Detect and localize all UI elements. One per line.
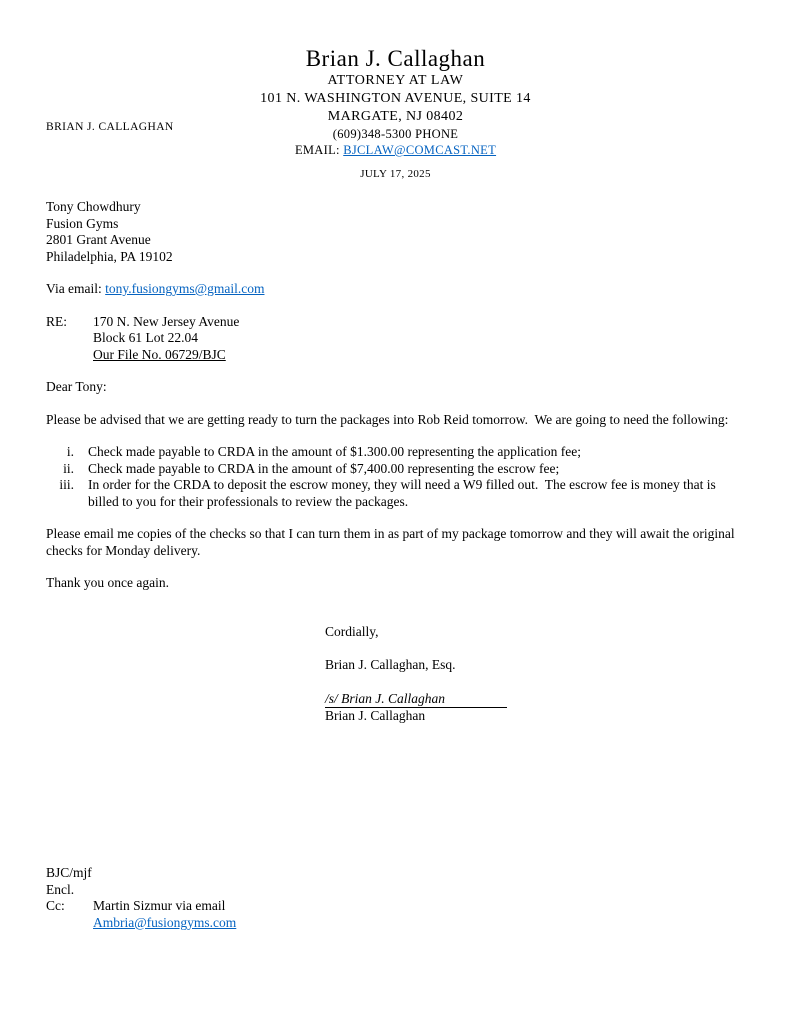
salutation: Dear Tony: bbox=[46, 379, 107, 394]
footer-enclosure: Encl. bbox=[46, 881, 75, 897]
letterhead-phone: (609)348-5300 PHONE bbox=[332, 127, 459, 141]
letterhead-name: Brian J. Callaghan bbox=[305, 46, 486, 71]
signature-gap bbox=[325, 640, 745, 657]
letterhead-address-line2: MARGATE, NJ 08402 bbox=[327, 109, 464, 124]
list-item-text: Check made payable to CRDA in the amount of $1.300.00 representing the application fee; bbox=[88, 444, 581, 459]
list-item-number: ii. bbox=[63, 460, 74, 476]
paragraph-2: Please email me copies of the checks so that I can turn them in as part of my package tomorrow and they will await the original checks for Monday delivery. bbox=[46, 526, 739, 558]
list-item-text: In order for the CRDA to deposit the escrow money, they will need a W9 filled out. The escrow fee is money that is billed to you for their professionals to review the packages. bbox=[88, 477, 720, 509]
letterhead-attorney-name-left: BRIAN J. CALLAGHAN bbox=[46, 121, 174, 133]
letterhead-email-link[interactable]: BJCLAW@COMCAST.NET bbox=[343, 143, 497, 157]
list-item-text: Check made payable to CRDA in the amount of $7,400.00 representing the escrow fee; bbox=[88, 460, 560, 476]
letterhead-email-label: EMAIL: bbox=[294, 143, 344, 157]
signature-block bbox=[325, 624, 745, 725]
footer-cc-content bbox=[93, 898, 236, 931]
paragraph-1: Please be advised that we are getting ready to turn the packages into Rob Reid tomorrow. We are going to need the following: bbox=[46, 411, 729, 427]
re-label: RE: bbox=[46, 313, 68, 329]
via-email-link[interactable]: tony.fusiongyms@gmail.com bbox=[105, 281, 265, 296]
paragraph-3: Thank you once again. bbox=[46, 575, 169, 590]
re-line-file-no: Our File No. 06729/BJC bbox=[93, 346, 226, 362]
list-item bbox=[46, 477, 745, 510]
signature-signed-line: /s/ Brian J. Callaghan bbox=[325, 690, 507, 708]
re-block bbox=[46, 314, 745, 364]
letter-footer bbox=[46, 865, 745, 931]
footer-cc-label: Cc: bbox=[46, 898, 65, 913]
signature-typed-name: Brian J. Callaghan bbox=[325, 707, 426, 723]
list-item bbox=[46, 461, 745, 478]
list-item-number: i. bbox=[66, 444, 74, 459]
list-item bbox=[46, 444, 745, 461]
signature-closing: Cordially, bbox=[325, 623, 379, 639]
re-content bbox=[93, 314, 239, 364]
letterhead bbox=[46, 46, 745, 181]
letter-date: JULY 17, 2025 bbox=[360, 168, 431, 180]
recipient-company: Fusion Gyms bbox=[46, 215, 119, 231]
recipient-city: Philadelphia, PA 19102 bbox=[46, 248, 173, 264]
re-line-property: 170 N. New Jersey Avenue bbox=[93, 313, 240, 329]
re-line-block-lot: Block 61 Lot 22.04 bbox=[93, 330, 198, 345]
recipient-name: Tony Chowdhury bbox=[46, 199, 141, 214]
signature-gap bbox=[325, 673, 745, 690]
via-email-label: Via email: bbox=[46, 281, 106, 296]
recipient-street: 2801 Grant Avenue bbox=[46, 232, 151, 247]
letter-body bbox=[46, 199, 745, 931]
footer-cc-email-link[interactable]: Ambria@fusiongyms.com bbox=[93, 914, 237, 930]
letterhead-title: ATTORNEY AT LAW bbox=[327, 73, 464, 88]
letterhead-address-line1: 101 N. WASHINGTON AVENUE, SUITE 14 bbox=[260, 91, 531, 106]
footer-initials: BJC/mjf bbox=[46, 865, 92, 880]
via-email-line bbox=[46, 281, 745, 298]
signature-name-esq: Brian J. Callaghan, Esq. bbox=[325, 656, 456, 672]
letterhead-email-line bbox=[46, 142, 745, 158]
numbered-list bbox=[46, 444, 745, 510]
list-item-number: iii. bbox=[59, 477, 74, 492]
footer-cc-name: Martin Sizmur via email bbox=[93, 898, 226, 913]
recipient-block bbox=[46, 199, 745, 265]
footer-cc-row bbox=[46, 898, 745, 931]
